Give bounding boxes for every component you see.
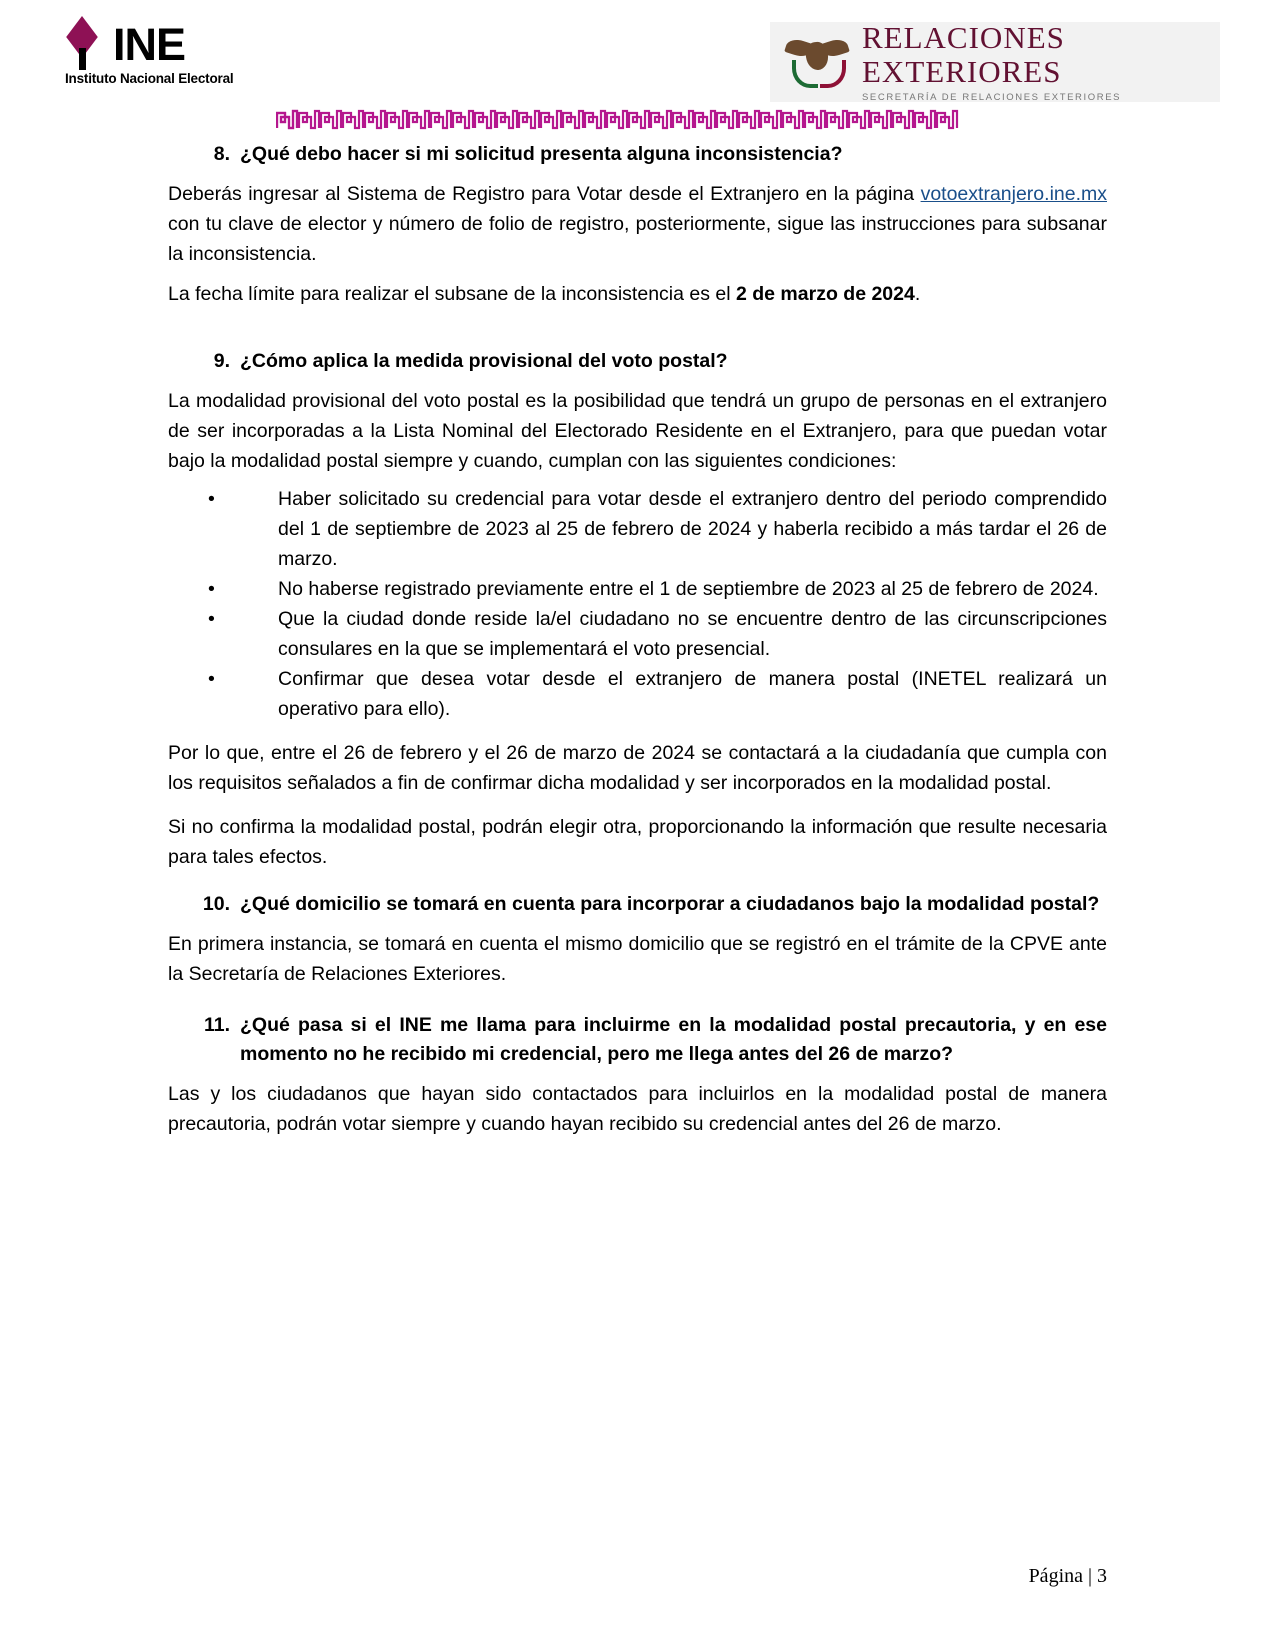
answer-8-deadline-end: .	[914, 283, 921, 305]
list-item	[168, 664, 1107, 724]
bullet-icon: •	[208, 668, 215, 690]
faq-answer-8-p1	[168, 179, 1107, 269]
faq-title-11: ¿Qué pasa si el INE me llama para incluirme en la modalidad postal precautoria, y en ese momento no he recibido mi credencial, pero me llega antes del 26 de marzo?	[240, 1014, 1107, 1065]
faq-title-10: ¿Qué domicilio se tomará en cuenta para incorporar a ciudadanos bajo la modalidad postal?	[240, 893, 1100, 915]
faq-title-9: ¿Cómo aplica la medida provisional del voto postal?	[240, 350, 728, 372]
ine-diamond-icon	[63, 22, 109, 68]
faq-number-9: 9.	[213, 350, 230, 372]
faq-question-8	[168, 140, 1107, 169]
faq-number-8: 8.	[213, 143, 230, 165]
faq-answer-9-intro: La modalidad provisional del voto postal es la posibilidad que tendrá un grupo de personas en el extranjero de ser incorporadas a la Lista Nominal del Electorado Residente en el Extranjero, para que puedan votar bajo la modalidad postal siempre y cuando, cumplan con las siguientes condiciones:	[168, 390, 1107, 472]
answer-8-deadline-lead: La fecha límite para realizar el subsane de la inconsistencia es el	[168, 283, 736, 305]
sre-title: RELACIONES EXTERIORES	[862, 20, 1065, 89]
faq-title-8: ¿Qué debo hacer si mi solicitud presenta alguna inconsistencia?	[240, 143, 843, 165]
faq-answer-8-p2	[168, 279, 1107, 309]
list-item	[168, 604, 1107, 664]
list-item-text: Haber solicitado su credencial para votar desde el extranjero dentro del periodo comprendido del 1 de septiembre de 2023 al 25 de febrero de 2024 y haberla recibido a más tardar el 26 de marzo.	[278, 488, 1107, 570]
sre-logo	[770, 22, 1220, 102]
faq-9-conditions-list	[168, 484, 1107, 724]
faq-number-11: 11.	[203, 1014, 230, 1036]
list-item	[168, 574, 1107, 604]
bullet-icon: •	[208, 578, 215, 600]
list-item-text: Que la ciudad donde reside la/el ciudadano no se encuentre dentro de las circunscripciones consulares en la que se implementará el voto presencial.	[278, 608, 1107, 660]
faq-answer-9-after-2: Si no confirma la modalidad postal, podrán elegir otra, proporcionando la información que resulte necesaria para tales efectos.	[168, 816, 1107, 868]
eagle-emblem-icon	[784, 36, 850, 88]
sre-subtitle: SECRETARÍA DE RELACIONES EXTERIORES	[862, 92, 1122, 103]
faq-answer-11: Las y los ciudadanos que hayan sido contactados para incluirlos en la modalidad postal de manera precautoria, podrán votar siempre y cuando hayan recibido su credencial antes del 26 de marzo.	[168, 1083, 1107, 1135]
faq-answer-10: En primera instancia, se tomará en cuenta el mismo domicilio que se registró en el trámite de la CPVE ante la Secretaría de Relaciones Exteriores.	[168, 933, 1107, 985]
list-item	[168, 484, 1107, 574]
list-item-text: Confirmar que desea votar desde el extranjero de manera postal (INETEL realizará un operativo para ello).	[278, 668, 1107, 720]
bullet-icon: •	[208, 608, 215, 630]
faq-question-9	[168, 347, 1107, 376]
answer-8-deadline-date: 2 de marzo de 2024	[736, 283, 915, 305]
faq-question-10	[168, 890, 1107, 919]
page-number-footer: Página | 3	[1028, 1565, 1107, 1587]
ine-logo	[55, 19, 234, 86]
votoextranjero-link[interactable]: votoextranjero.ine.mx	[920, 183, 1107, 205]
faq-number-10: 10.	[202, 893, 230, 915]
ine-subtitle: Instituto Nacional Electoral	[65, 71, 234, 86]
answer-8-text-1: Deberás ingresar al Sistema de Registro para Votar desde el Extranjero en la página	[168, 183, 921, 205]
document-body	[0, 140, 1275, 1139]
bullet-icon: •	[208, 488, 215, 510]
page-header	[0, 0, 1275, 140]
faq-answer-9-after-1: Por lo que, entre el 26 de febrero y el 26 de marzo de 2024 se contactará a la ciudadanía que cumpla con los requisitos señalados a fin de confirmar dicha modalidad y ser incorporados en la modalidad postal.	[168, 742, 1107, 794]
greca-decorative-band	[276, 108, 966, 130]
answer-8-text-2: con tu clave de elector y número de folio de registro, posteriormente, sigue las instrucciones para subsanar la inconsistencia.	[168, 213, 1107, 265]
ine-wordmark: INE	[113, 19, 186, 70]
faq-question-11	[168, 1011, 1107, 1069]
list-item-text: No haberse registrado previamente entre el 1 de septiembre de 2023 al 25 de febrero de 2024.	[278, 578, 1099, 600]
